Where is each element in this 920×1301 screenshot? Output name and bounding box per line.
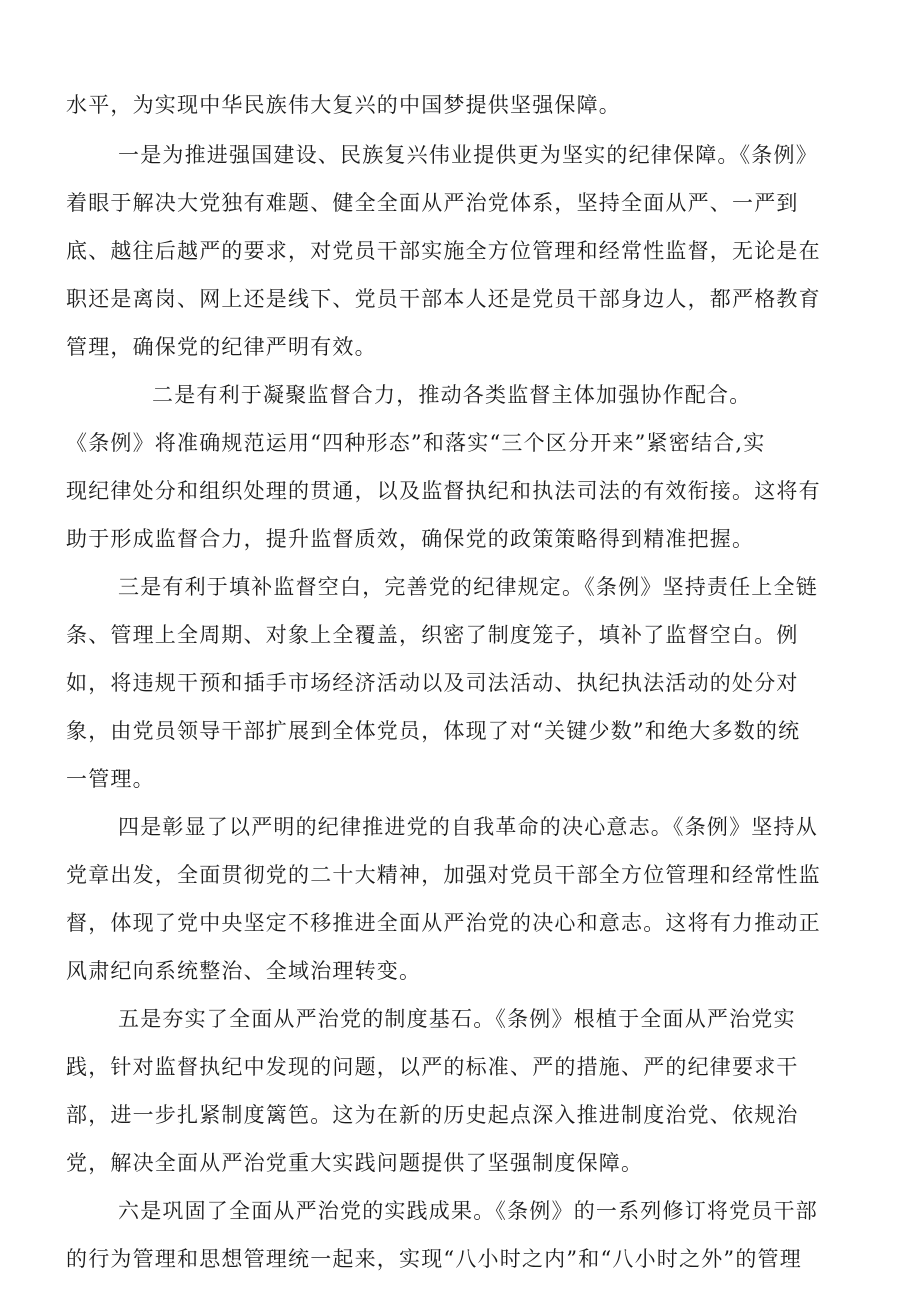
text-line: 《条例》将准确规范运用“四种形态”和落实“三个区分开来”紧密结合,实 xyxy=(66,431,766,455)
text-line: 部，进一步扎紧制度篱笆。这为在新的历史起点深入推进制度治党、依规治 xyxy=(66,1103,799,1127)
text-line: 三是有利于填补监督空白，完善党的纪律规定。《条例》坚持责任上全链 xyxy=(118,575,818,599)
text-line: 底、越往后越严的要求，对党员干部实施全方位管理和经常性监督，无论是在 xyxy=(66,239,821,263)
text-line: 如，将违规干预和插手市场经济活动以及司法活动、执纪执法活动的处分对 xyxy=(66,671,799,695)
text-line: 助于形成监督合力，提升监督质效，确保党的政策策略得到精准把握。 xyxy=(66,527,755,551)
text-line: 五是夯实了全面从严治党的制度基石。《条例》根植于全面从严治党实 xyxy=(118,1007,796,1031)
text-line: 象，由党员领导干部扩展到全体党员，体现了对“关键少数”和绝大多数的统 xyxy=(66,719,801,743)
text-line: 二是有利于凝聚监督合力，推动各类监督主体加强协作配合。 xyxy=(152,383,752,407)
text-line: 管理，确保党的纪律严明有效。 xyxy=(66,335,377,359)
text-line: 一是为推进强国建设、民族复兴伟业提供更为坚实的纪律保障。《条例》 xyxy=(118,143,818,167)
text-line: 党，解决全面从严治党重大实践问题提供了坚强制度保障。 xyxy=(66,1151,644,1175)
text-line: 现纪律处分和组织处理的贯通，以及监督执纪和执法司法的有效衔接。这将有 xyxy=(66,479,821,503)
text-line: 的行为管理和思想管理统一起来，实现“八小时之内”和“八小时之外”的管理 xyxy=(66,1247,802,1271)
text-line: 督，体现了党中央坚定不移推进全面从严治党的决心和意志。这将有力推动正 xyxy=(66,911,821,935)
text-line: 党章出发，全面贯彻党的二十大精神，加强对党员干部全方位管理和经常性监 xyxy=(66,863,821,887)
text-line: 风肃纪向系统整治、全域治理转变。 xyxy=(66,959,422,983)
text-line: 六是巩固了全面从严治党的实践成果。《条例》的一系列修订将党员干部 xyxy=(118,1199,818,1223)
text-line: 职还是离岗、网上还是线下、党员干部本人还是党员干部身边人，都严格教育 xyxy=(66,287,821,311)
text-line: 四是彰显了以严明的纪律推进党的自我革命的决心意志。《条例》坚持从 xyxy=(118,815,818,839)
text-line: 着眼于解决大党独有难题、健全全面从严治党体系，坚持全面从严、一严到 xyxy=(66,191,799,215)
text-line: 践，针对监督执纪中发现的问题，以严的标准、严的措施、严的纪律要求干 xyxy=(66,1055,799,1079)
text-line: 水平，为实现中华民族伟大复兴的中国梦提供坚强保障。 xyxy=(66,93,621,117)
text-line: 一管理。 xyxy=(66,767,155,791)
text-line: 条、管理上全周期、对象上全覆盖，织密了制度笼子，填补了监督空白。例 xyxy=(66,623,799,647)
